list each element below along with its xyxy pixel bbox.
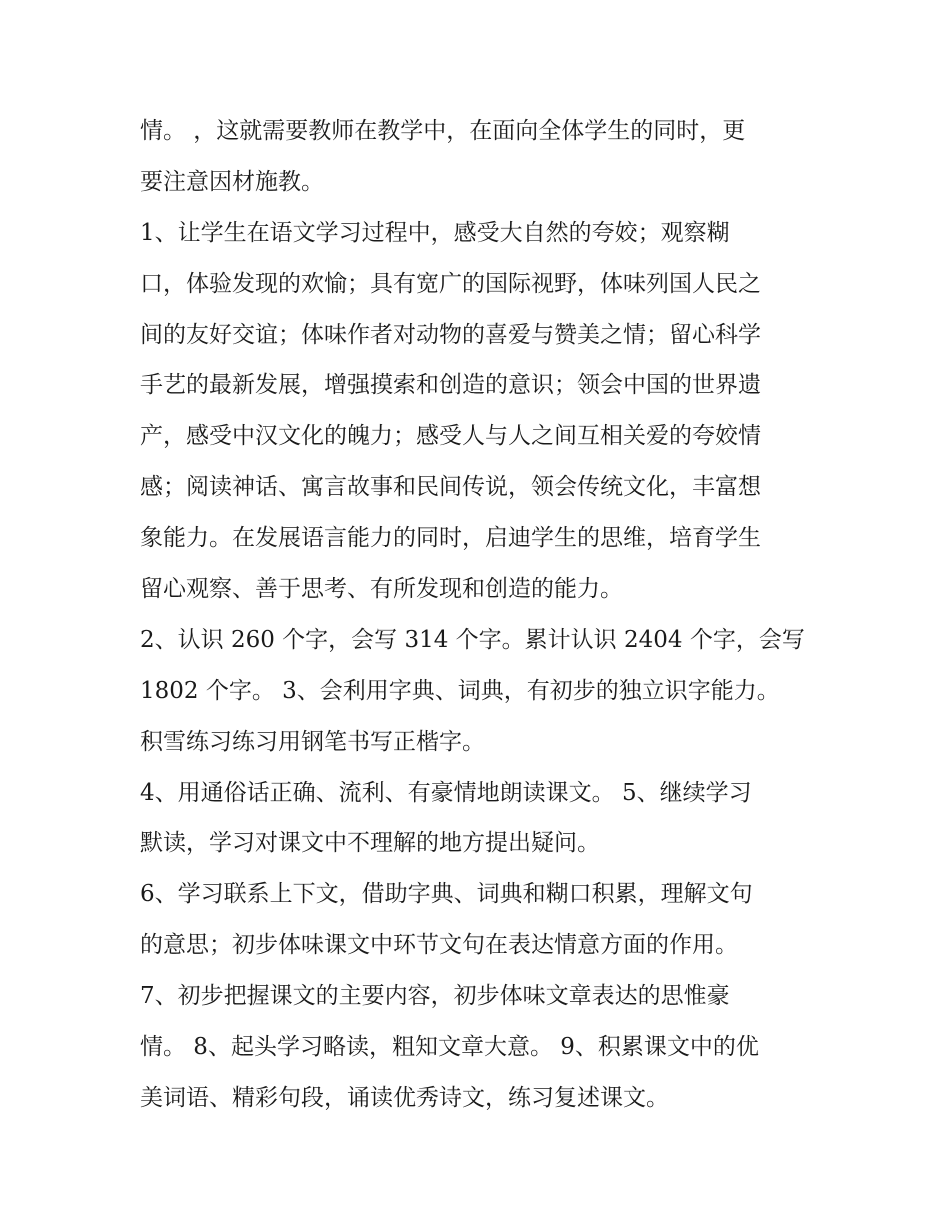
text-line: 情。 ，这就需要教师在教学中，在面向全体学生的同时，更 [140,118,746,144]
text-line: 美词语、精彩句段，诵读优秀诗文，练习复述课文。 [140,1084,669,1111]
text-line: 口，体验发现的欢愉；具有宽广的国际视野，体味列国人民之 [140,270,761,297]
text-line: 的意思；初步体味课文中环节文句在表达情意方面的作用。 [140,932,738,959]
text-line: 默读，学习对课文中不理解的地方提出疑问。 [140,830,600,857]
text-line: 感；阅读神话、寓言故事和民间传说，领会传统文化，丰富想 [140,474,761,501]
text-line: 6、学习联系上下文，借助字典、词典和糊口积累，理解文句 [140,881,753,908]
text-line: 2、认识 260 个字，会写 314 个字。累计认识 2404 个字，会写 [140,626,805,653]
text-line: 象能力。在发展语言能力的同时，启迪学生的思维，培育学生 [140,525,761,552]
text-line: 间的友好交谊；体味作者对动物的喜爱与赞美之情；留心科学 [140,321,761,348]
text-line: 要注意因材施教。 [140,168,324,195]
text-line: 产，感受中汉文化的魄力；感受人与人之间互相关爱的夸姣情 [140,423,761,450]
text-line: 1、让学生在语文学习过程中，感受大自然的夸姣；观察糊 [140,219,730,246]
text-line: 积雪练习练习用钢笔书写正楷字。 [140,728,485,755]
body-text [140,106,820,1124]
text-line: 手艺的最新发展，增强摸索和创造的意识；领会中国的世界遗 [140,372,761,399]
text-line: 4、用通俗话正确、流利、有豪情地朗读课文。 5、继续学习 [140,779,752,806]
text-line: 7、初步把握课文的主要内容，初步体味文章表达的思惟豪 [140,983,730,1010]
text-line: 留心观察、善于思考、有所发现和创造的能力。 [140,576,623,603]
text-line: 1802 个字。 3、会利用字典、词典，有初步的独立识字能力。 [140,677,780,704]
text-line: 情。 8、起头学习略读，粗知文章大意。 9、积累课文中的优 [140,1034,759,1061]
